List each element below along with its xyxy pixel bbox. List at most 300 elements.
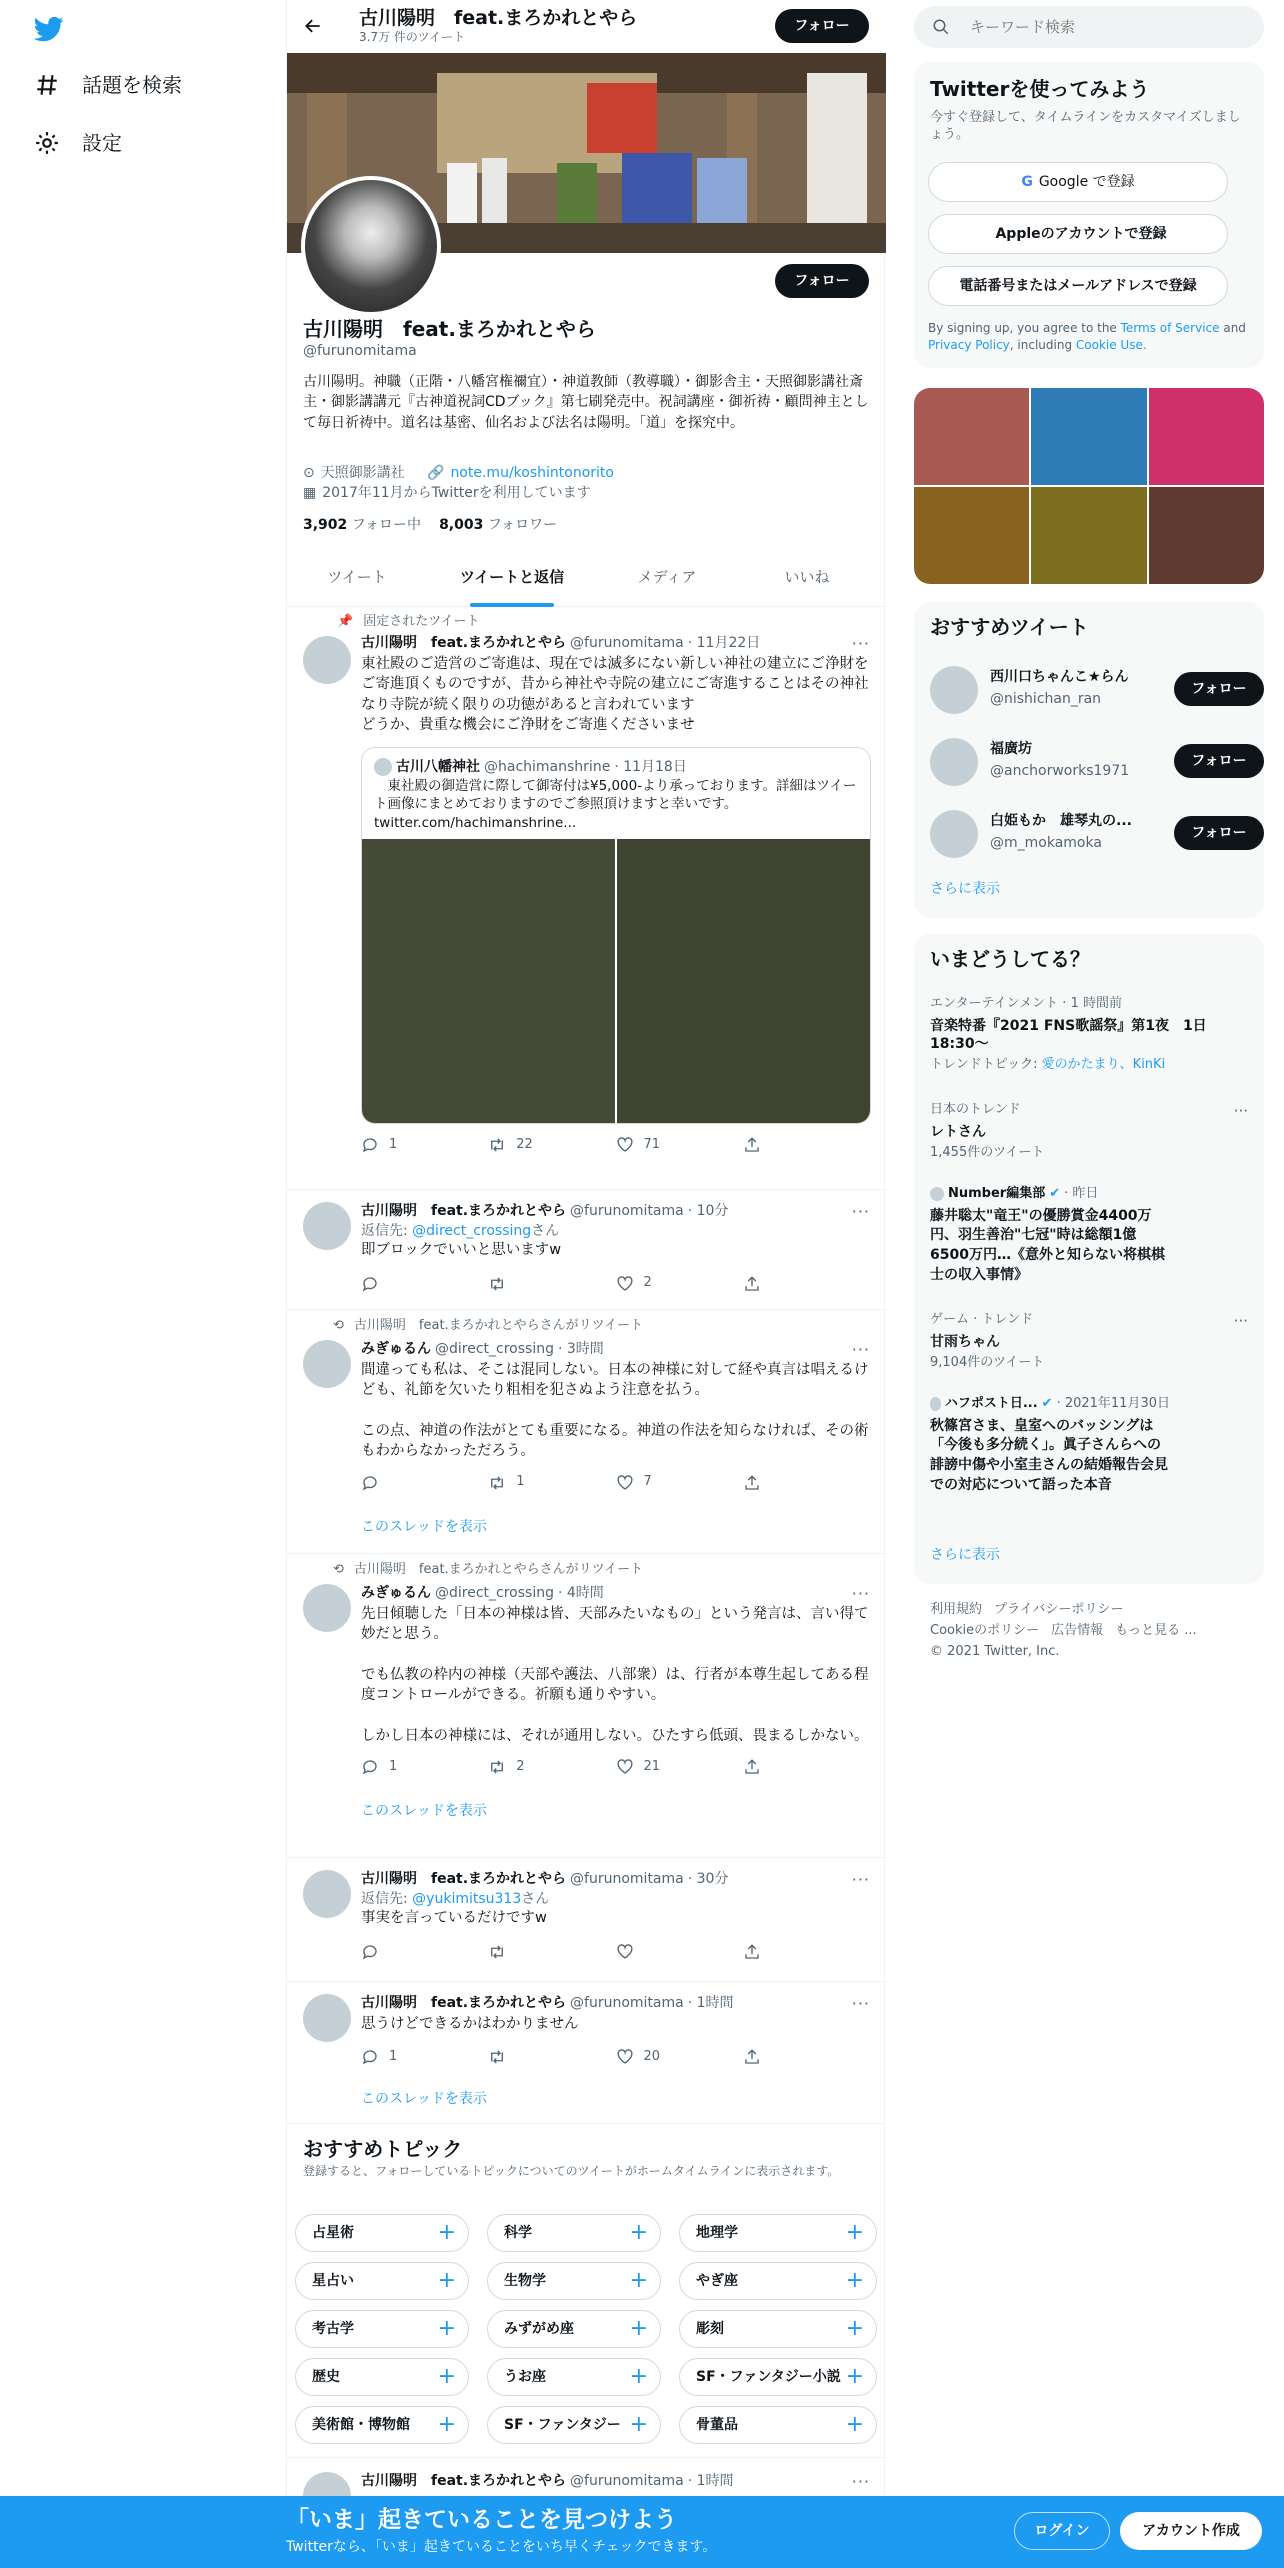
reply-suffix: さん [531, 1223, 560, 1240]
plus-icon: + [629, 2267, 648, 2293]
tweet-author-name[interactable]: 古川陽明 feat.まろかれとやら [361, 2473, 567, 2489]
reply-icon [361, 1474, 379, 1492]
back-arrow-icon[interactable] [303, 16, 323, 36]
footer-link[interactable]: 利用規約 [930, 1602, 983, 1617]
trend-news-item[interactable] [930, 1186, 1170, 1285]
calendar-icon: ▦ [303, 485, 317, 501]
verified-icon: ✔ [1049, 1186, 1061, 1201]
tweet-reply-1[interactable] [287, 1190, 886, 1310]
topics-subtitle: 登録すると、フォローしているトピックについてのツイートがホームタイムラインに表示されます。 [303, 2164, 840, 2178]
quote-text: 東社殿の御造営に際して御寄付は¥5,000-より承っております。詳細はツイート画像にまとめておりますのでご参照頂けますと幸いです。 twitter.com/hachimanshrine... [374, 777, 857, 832]
topic-label: 科学 [504, 2224, 532, 2241]
tweet-time[interactable]: · 30分 [687, 1871, 729, 1887]
hashtag-icon [34, 72, 60, 98]
tweet-partial[interactable] [287, 2460, 886, 2500]
plus-icon: + [629, 2315, 648, 2341]
header-tweet-count: 3.7万 件のツイート [359, 30, 466, 44]
like-button[interactable] [616, 2048, 743, 2066]
profile-avatar[interactable] [301, 176, 441, 316]
following-stat[interactable] [303, 516, 421, 534]
topic-label: 骨董品 [696, 2416, 738, 2433]
tweet-reply-2[interactable] [287, 1858, 886, 1982]
google-signup-button[interactable] [928, 162, 1228, 202]
quote-image-2[interactable] [617, 839, 870, 1123]
pin-icon: 📌 [337, 614, 354, 629]
apple-signup-label: Appleのアカウントで登録 [995, 225, 1167, 242]
plus-icon: + [437, 2411, 456, 2437]
tweet-author-name[interactable]: みぎゅるん [361, 1585, 431, 1601]
tweet-text: 先日傾聴した「日本の神様は皆、天部みたいなもの」という発言は、言い得て妙だと思う。 でも仏教の枠内の神様（天部や護法、八部衆）は、行者が本尊生起してある程度コントロールができる。祈願も通りやすい。 しかし日本の神様には、それが通用しない。ひたすら低頭、畏まるしかない。 [361, 1606, 869, 1744]
topic-chip[interactable] [679, 2358, 877, 2396]
trend-title: レトさん [930, 1123, 986, 1140]
user-suggestion[interactable] [930, 806, 1250, 862]
signup-terms [928, 320, 1252, 354]
reply-button[interactable] [361, 1275, 488, 1293]
share-button[interactable] [743, 1275, 870, 1293]
reply-count: 1 [389, 1136, 398, 1152]
bottom-bar-subtitle: Twitterなら、「いま」起きていることをいち早くチェックできます。 [286, 2539, 717, 2555]
share-button[interactable] [743, 1474, 870, 1492]
like-button[interactable] [616, 1943, 743, 1961]
like-count: 71 [643, 1136, 661, 1152]
nav-explore[interactable] [34, 72, 182, 98]
tweet-author-handle: @direct_crossing [435, 1341, 554, 1357]
topic-label: 美術館・博物館 [312, 2416, 410, 2433]
reply-icon [361, 2048, 379, 2066]
reply-prefix: 返信先: [361, 1891, 413, 1908]
heart-icon [616, 1275, 634, 1293]
follow-button[interactable]: フォロー [1174, 744, 1264, 778]
topic-chip[interactable] [295, 2358, 469, 2396]
retweet-small-icon: ⟲ [333, 1562, 344, 1577]
tweet-time[interactable]: · 3時間 [557, 1341, 604, 1357]
trends-panel [914, 934, 1264, 1584]
profile-name: 古川陽明 feat.まろかれとやら [303, 317, 596, 341]
reply-context [361, 1222, 870, 1240]
more-options-icon[interactable]: ··· [851, 1870, 870, 1889]
retweet-count: 2 [516, 1758, 525, 1774]
tweet-author-name[interactable]: 古川陽明 feat.まろかれとやら [361, 1995, 567, 2011]
sidebar-footer [930, 1600, 1250, 1662]
more-options-icon[interactable]: ··· [851, 1584, 870, 1603]
follow-button[interactable]: フォロー [1174, 816, 1264, 850]
phone-signup-label: 電話番号またはメールアドレスで登録 [959, 277, 1197, 294]
reply-to-link[interactable]: @yukimitsu313 [412, 1891, 522, 1908]
terms-text-3: , including [1009, 337, 1076, 352]
news-source: Number編集部 [948, 1186, 1046, 1201]
more-options-icon[interactable]: ··· [1233, 1312, 1248, 1330]
like-button[interactable] [616, 1758, 743, 1776]
topic-chip[interactable] [679, 2310, 877, 2348]
cookie-link[interactable]: Cookie Use. [1075, 337, 1147, 352]
topic-chip[interactable] [679, 2214, 877, 2252]
copyright: © 2021 Twitter, Inc. [930, 1643, 1060, 1659]
profile-location [303, 464, 405, 482]
retweet-button[interactable] [488, 1943, 615, 1961]
topic-label: 考古学 [312, 2320, 354, 2337]
topic-label: SF・ファンタジー [504, 2416, 621, 2433]
retweet-icon [488, 1758, 506, 1776]
signup-subtitle: 今すぐ登録して、タイムラインをカスタマイズしましょう。 [930, 110, 1241, 142]
tweet-body [361, 634, 870, 1154]
topic-chip[interactable] [295, 2214, 469, 2252]
tweet-retweet-1[interactable] [287, 1310, 886, 1554]
phone-signup-button[interactable] [928, 266, 1228, 306]
tab-tweets[interactable]: ツイート [327, 568, 387, 586]
reply-button[interactable] [361, 1136, 488, 1154]
avatar[interactable] [303, 636, 351, 684]
trend-title: 音楽特番『2021 FNS歌謡祭』第1夜 1日18:30～ [930, 1017, 1207, 1053]
retweet-button[interactable] [488, 1275, 615, 1293]
topic-label: やぎ座 [696, 2272, 738, 2289]
google-signup-label: Google で登録 [1038, 173, 1135, 190]
trend-count: 9,104件のツイート [930, 1355, 1045, 1371]
reply-icon [361, 1136, 379, 1154]
topic-label: 星占い [312, 2272, 354, 2289]
avatar[interactable] [303, 1994, 351, 2042]
topic-label: 生物学 [504, 2272, 546, 2289]
topic-chip[interactable] [487, 2406, 661, 2444]
trend-item[interactable] [930, 1312, 1250, 1372]
topic-label: うお座 [504, 2368, 546, 2385]
privacy-link[interactable]: Privacy Policy [928, 337, 1010, 352]
media-grid [914, 388, 1264, 584]
who-to-follow-panel [914, 602, 1264, 918]
pinned-indicator [337, 614, 480, 631]
profile-website[interactable] [427, 464, 614, 482]
tab-likes[interactable]: いいね [784, 568, 830, 586]
twitter-logo-icon[interactable] [34, 14, 64, 44]
tweet-text: 間違っても私は、そこは混同しない。日本の神様に対して経や真言は唱えるけども、礼節を欠いたり粗相を犯さぬよう注意を払う。 この点、神道の作法がとても重要になる。神道の作法を知らなければ、その術もわからなかっただろう。 [361, 1362, 869, 1460]
tweet-body [361, 2472, 870, 2490]
tweet-text: 即ブロックでいいと思いますw [361, 1242, 562, 1259]
tweet-body [361, 1202, 870, 1293]
topic-label: 占星術 [312, 2224, 354, 2241]
topic-chip[interactable] [295, 2310, 469, 2348]
topic-chip[interactable] [679, 2262, 877, 2300]
tweet-time[interactable]: · 10分 [687, 1203, 729, 1219]
avatar[interactable] [303, 1202, 351, 1250]
reply-prefix: 返信先: [361, 1223, 413, 1240]
share-icon [743, 1943, 761, 1961]
topic-label: 歴史 [312, 2368, 340, 2385]
tab-media[interactable]: メディア [637, 568, 697, 586]
reply-icon [361, 1275, 379, 1293]
retweet-button[interactable] [488, 1758, 615, 1776]
tweet-actions [361, 1758, 870, 1776]
like-count: 2 [643, 1275, 652, 1291]
plus-icon: + [437, 2219, 456, 2245]
quote-author-handle: @hachimanshrine [484, 759, 611, 776]
avatar[interactable] [930, 738, 978, 786]
news-time: · 昨日 [1064, 1186, 1099, 1201]
nav-explore-label: 話題を検索 [82, 73, 182, 97]
plus-icon: + [437, 2315, 456, 2341]
more-options-icon[interactable]: ··· [851, 1202, 870, 1221]
user-handle: @anchorworks1971 [990, 763, 1130, 779]
trend-topic-links[interactable]: 愛のかたまり、KinKi [1041, 1057, 1166, 1073]
like-button[interactable] [616, 1136, 743, 1154]
apple-signup-button[interactable] [928, 214, 1228, 254]
topics-title: おすすめトピック [303, 2137, 463, 2161]
trend-item[interactable] [930, 996, 1250, 1074]
followers-stat[interactable] [439, 516, 557, 534]
reply-suffix: さん [521, 1891, 550, 1908]
tweet-author-name[interactable]: 古川陽明 feat.まろかれとやら [361, 635, 567, 651]
trend-news-item[interactable] [930, 1396, 1170, 1495]
signup-button[interactable]: アカウント作成 [1120, 2512, 1262, 2550]
retweet-icon [488, 1275, 506, 1293]
quoted-tweet[interactable] [361, 747, 871, 1124]
tweet-retweet-2[interactable] [287, 1554, 886, 1858]
terms-text-2: and [1219, 321, 1246, 335]
heart-icon [616, 1136, 634, 1154]
tweet-time[interactable]: · 11月22日 [687, 635, 761, 651]
footer-link[interactable]: 広告情報 [1051, 1622, 1104, 1638]
user-handle: @m_mokamoka [990, 835, 1102, 851]
tab-tweets-and-replies[interactable]: ツイートと返信 [459, 568, 565, 586]
news-title: 秋篠宮さま、皇室へのバッシングは「今後も多分続く」。眞子さんらへの誹謗中傷や小室圭さんの結婚報告会見での対応について語った本音 [930, 1417, 1168, 1493]
profile-tabs [287, 554, 886, 607]
follow-button[interactable]: フォロー [1174, 672, 1264, 706]
tweet-author-handle: @furunomitama [570, 1203, 684, 1219]
trend-meta: ゲーム · トレンド [930, 1312, 1034, 1327]
heart-icon [616, 1758, 634, 1776]
plus-icon: + [437, 2267, 456, 2293]
topic-label: SF・ファンタジー小説 [696, 2368, 841, 2385]
tweet-text: 思うけどできるかはわかりません [361, 2016, 579, 2033]
plus-icon: + [629, 2219, 648, 2245]
footer-more-link[interactable]: もっと見る ... [1115, 1622, 1197, 1638]
avatar[interactable] [930, 810, 978, 858]
trend-item[interactable] [930, 1102, 1250, 1162]
share-button[interactable] [743, 1758, 870, 1776]
follow-stats [303, 516, 557, 534]
topic-chip[interactable] [295, 2262, 469, 2300]
plus-icon: + [845, 2363, 864, 2389]
login-button[interactable]: ログイン [1014, 2512, 1110, 2550]
tweet-author-name[interactable]: 古川陽明 feat.まろかれとやら [361, 1203, 567, 1219]
verified-icon: ✔ [1041, 1396, 1053, 1411]
like-count: 7 [643, 1474, 652, 1490]
tweet-author-handle: @furunomitama [570, 1995, 684, 2011]
tweet-author-name[interactable]: みぎゅるん [361, 1341, 431, 1357]
topic-chip[interactable] [487, 2310, 661, 2348]
search-box[interactable] [914, 6, 1264, 48]
main-column [286, 0, 885, 2568]
topic-chip[interactable] [487, 2262, 661, 2300]
topic-label: 彫刻 [696, 2320, 724, 2337]
profile-header-bar [287, 0, 886, 53]
topic-label: みずがめ座 [504, 2320, 574, 2337]
heart-icon [616, 2048, 634, 2066]
website-link[interactable]: note.mu/koshintonorito [450, 465, 614, 481]
search-icon [932, 18, 950, 36]
share-icon [743, 1275, 761, 1293]
tweet-actions [361, 1474, 870, 1492]
tweet-body [361, 1584, 870, 1820]
topic-chip[interactable] [295, 2406, 469, 2444]
location-pin-icon: ⊙ [303, 465, 315, 481]
avatar[interactable] [930, 666, 978, 714]
nav-settings[interactable] [34, 130, 122, 156]
plus-icon: + [845, 2219, 864, 2245]
user-suggestion[interactable] [930, 662, 1250, 718]
avatar[interactable] [303, 1340, 351, 1388]
plus-icon: + [845, 2315, 864, 2341]
topic-chip[interactable] [679, 2406, 877, 2444]
reply-button[interactable] [361, 2048, 488, 2066]
retweet-button[interactable] [488, 1474, 615, 1492]
following-label: フォロー中 [351, 517, 422, 533]
tweet-6[interactable] [287, 1982, 886, 2124]
plus-icon: + [629, 2363, 648, 2389]
quote-media[interactable] [362, 839, 870, 1123]
tweet-pinned[interactable] [287, 608, 886, 1190]
source-avatar [930, 1397, 941, 1411]
topic-label: 地理学 [696, 2224, 738, 2241]
share-icon [743, 2048, 761, 2066]
quote-author-name: 古川八幡神社 [396, 759, 480, 776]
pinned-label: 固定されたツイート [363, 614, 480, 629]
media-thumb[interactable] [914, 487, 1029, 584]
share-button[interactable] [743, 1943, 870, 1961]
share-button[interactable] [743, 2048, 870, 2066]
retweet-icon [488, 1136, 506, 1154]
show-thread-link[interactable]: このスレッドを表示 [361, 1803, 487, 1820]
search-input[interactable] [970, 16, 1250, 38]
retweet-label[interactable]: 古川陽明 feat.まろかれとやらさんがリツイート [353, 1562, 644, 1577]
tweet-actions [361, 2048, 870, 2066]
media-thumb[interactable] [1031, 388, 1146, 485]
tweet-author-handle: @furunomitama [570, 1871, 684, 1887]
retweet-count: 1 [516, 1474, 525, 1490]
like-button[interactable] [616, 1474, 743, 1492]
plus-icon: + [629, 2411, 648, 2437]
google-icon: G [1021, 173, 1033, 190]
link-icon: 🔗 [427, 465, 445, 481]
heart-icon [616, 1474, 634, 1492]
reply-button[interactable] [361, 1758, 488, 1776]
signup-title: Twitterを使ってみよう [930, 77, 1150, 101]
user-name[interactable]: 福廣坊 [990, 741, 1032, 757]
more-options-icon[interactable]: ··· [851, 1994, 870, 2013]
topic-chip[interactable] [487, 2214, 661, 2252]
share-button[interactable] [743, 1136, 870, 1154]
joined-text: 2017年11月からTwitterを利用しています [322, 485, 591, 501]
more-options-icon[interactable]: ··· [851, 634, 870, 653]
media-thumb[interactable] [1149, 487, 1264, 584]
share-icon [743, 1758, 761, 1776]
footer-link[interactable]: プライバシーポリシー [994, 1602, 1124, 1617]
profile-follow-button[interactable]: フォロー [775, 264, 869, 298]
tweet-body [361, 1340, 870, 1536]
user-handle: @nishichan_ran [990, 691, 1102, 707]
trend-count: 1,455件のツイート [930, 1145, 1045, 1161]
more-options-icon[interactable]: ··· [1233, 1102, 1248, 1120]
retweet-button[interactable] [488, 2048, 615, 2066]
news-title: 藤井聡太"竜王"の優勝賞金4400万円、羽生善治"七冠"時は総額1億6500万円…《意外と知らない将棋棋士の収入事情》 [930, 1207, 1165, 1283]
tweet-actions [361, 1275, 870, 1293]
profile-joined [303, 484, 591, 502]
retweet-label[interactable]: 古川陽明 feat.まろかれとやらさんがリツイート [353, 1318, 644, 1333]
trends-show-more-link[interactable]: さらに表示 [930, 1547, 1000, 1563]
active-tab-indicator [470, 603, 554, 607]
share-icon [743, 1136, 761, 1154]
reply-context [361, 1890, 870, 1908]
heart-icon [616, 1943, 634, 1961]
tweet-author-handle: @direct_crossing [435, 1585, 554, 1601]
signup-panel [914, 62, 1264, 368]
terms-link[interactable]: Terms of Service [1120, 321, 1220, 335]
retweet-small-icon: ⟲ [333, 1318, 344, 1333]
like-button[interactable] [616, 1275, 743, 1293]
retweet-icon [488, 1474, 506, 1492]
plus-icon: + [845, 2267, 864, 2293]
plus-icon: + [437, 2363, 456, 2389]
header-follow-button[interactable]: フォロー [775, 9, 869, 43]
more-options-icon[interactable]: ··· [851, 2472, 870, 2491]
trend-topic-prefix: トレンドトピック: [930, 1057, 1042, 1073]
show-more-link[interactable]: さらに表示 [930, 881, 1000, 897]
quote-image-1[interactable] [362, 839, 615, 1123]
user-name[interactable]: 西川口ちゃんこ★らん [990, 669, 1129, 685]
retweet-button[interactable] [488, 1136, 615, 1154]
bottom-signup-bar [0, 2496, 1284, 2568]
terms-text-1: By signing up, you agree to the [928, 321, 1121, 335]
reply-count: 1 [389, 1758, 398, 1774]
tweet-actions [361, 1943, 870, 1961]
retweet-indicator [333, 1562, 643, 1579]
avatar[interactable] [303, 1870, 351, 1918]
reply-icon [361, 1943, 379, 1961]
quote-time: · 11月18日 [614, 759, 687, 776]
like-count: 20 [643, 2049, 661, 2065]
nav-settings-label: 設定 [82, 131, 122, 155]
tweet-time[interactable]: · 1時間 [687, 2473, 734, 2489]
source-avatar [930, 1187, 944, 1201]
media-thumb[interactable] [914, 388, 1029, 485]
reply-button[interactable] [361, 1474, 488, 1492]
show-thread-link[interactable]: このスレッドを表示 [361, 2091, 487, 2108]
avatar[interactable] [303, 1584, 351, 1632]
who-to-follow-title: おすすめツイート [930, 615, 1089, 639]
user-name[interactable]: 白姫もか 雄琴丸の... [990, 813, 1132, 829]
recommended-topics [287, 2124, 886, 2458]
retweet-icon [488, 1943, 506, 1961]
more-options-icon[interactable]: ··· [851, 1340, 870, 1359]
reply-icon [361, 1758, 379, 1776]
tweet-text: 東社殿のご造営のご寄進は、現在では滅多にない新しい神社の建立にご浄財をご寄進頂くものですが、昔から神社や寺院の建立にご寄進することはその神社なり寺院が続く限りの功徳があると言われています どうか、貴重な機会にご浄財をご寄進くださいませ [361, 656, 869, 734]
tweet-author-name[interactable]: 古川陽明 feat.まろかれとやら [361, 1871, 567, 1887]
tweet-time[interactable]: · 1時間 [687, 1995, 734, 2011]
header-name: 古川陽明 feat.まろかれとやら [359, 7, 638, 29]
media-thumb[interactable] [1149, 388, 1264, 485]
tweet-body [361, 1994, 870, 2109]
reply-count: 1 [389, 2049, 398, 2065]
user-suggestion[interactable] [930, 734, 1250, 790]
news-time: · 2021年11月30日 [1056, 1396, 1170, 1411]
tweet-actions [361, 1136, 870, 1154]
reply-button[interactable] [361, 1943, 488, 1961]
show-thread-link[interactable]: このスレッドを表示 [361, 1518, 487, 1535]
media-thumb[interactable] [1031, 487, 1146, 584]
following-count: 3,902 [303, 517, 348, 533]
footer-link[interactable]: Cookieのポリシー [930, 1622, 1040, 1638]
topic-chip[interactable] [487, 2358, 661, 2396]
tweet-time[interactable]: · 4時間 [557, 1585, 604, 1601]
reply-to-link[interactable]: @direct_crossing [412, 1223, 532, 1240]
